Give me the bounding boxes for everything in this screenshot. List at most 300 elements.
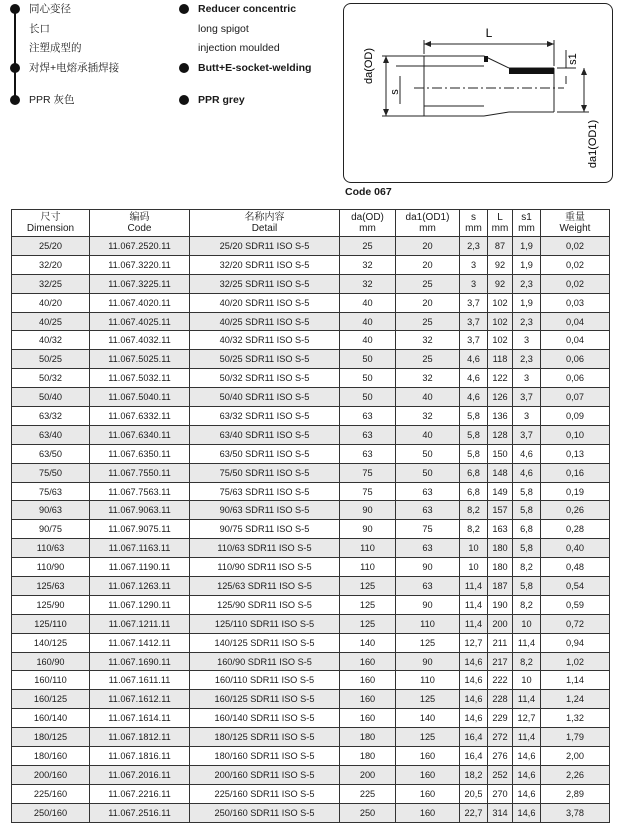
- table-cell: 11.067.1163.11: [90, 539, 190, 558]
- table-cell: 160: [396, 765, 460, 784]
- table-cell: 11.067.6332.11: [90, 407, 190, 426]
- table-row: [12, 614, 610, 633]
- column-header: [396, 210, 460, 237]
- header-line-1: L: [497, 212, 503, 223]
- reducer-drawing-svg: [344, 4, 611, 181]
- table-cell: 0,06: [541, 369, 610, 388]
- table-cell: 0,94: [541, 633, 610, 652]
- product-code-label: Code 067: [345, 186, 392, 198]
- table-cell: 180: [340, 747, 396, 766]
- table-cell: 11.067.1412.11: [90, 633, 190, 652]
- table-cell: 40/25 SDR11 ISO S-5: [190, 312, 340, 331]
- table-cell: 8,2: [513, 558, 541, 577]
- table-cell: 8,2: [513, 652, 541, 671]
- table-cell: 32/20 SDR11 ISO S-5: [190, 255, 340, 274]
- table-cell: 11.067.7550.11: [90, 463, 190, 482]
- table-cell: 0,48: [541, 558, 610, 577]
- feature-text: PPR grey: [198, 94, 245, 106]
- table-cell: 160: [396, 747, 460, 766]
- table-row: [12, 350, 610, 369]
- table-cell: 11,4: [460, 595, 488, 614]
- table-cell: 90: [396, 652, 460, 671]
- table-cell: 11.067.6340.11: [90, 425, 190, 444]
- table-cell: 0,54: [541, 577, 610, 596]
- table-cell: 160: [396, 784, 460, 803]
- table-cell: 11.067.5032.11: [90, 369, 190, 388]
- table-cell: 1,14: [541, 671, 610, 690]
- table-cell: 11.067.2016.11: [90, 765, 190, 784]
- table-cell: 20: [396, 293, 460, 312]
- header-line-2: mm: [518, 223, 535, 234]
- table-cell: 150: [488, 444, 513, 463]
- table-cell: 32: [396, 369, 460, 388]
- table-row: [12, 331, 610, 350]
- table-cell: 148: [488, 463, 513, 482]
- table-cell: 11,4: [460, 577, 488, 596]
- table-cell: 118: [488, 350, 513, 369]
- table-cell: 20,5: [460, 784, 488, 803]
- table-cell: 211: [488, 633, 513, 652]
- table-cell: 16,4: [460, 747, 488, 766]
- table-cell: 140: [396, 709, 460, 728]
- da1-od1-label: da1(OD1): [587, 119, 599, 169]
- table-cell: 14,6: [460, 671, 488, 690]
- table-row: [12, 274, 610, 293]
- table-cell: 50/40 SDR11 ISO S-5: [190, 388, 340, 407]
- table-cell: 2,3: [460, 237, 488, 256]
- table-cell: 160: [340, 690, 396, 709]
- table-cell: 40: [396, 388, 460, 407]
- table-cell: 187: [488, 577, 513, 596]
- table-cell: 50/25: [12, 350, 90, 369]
- table-cell: 122: [488, 369, 513, 388]
- table-cell: 12,7: [513, 709, 541, 728]
- table-cell: 90/63 SDR11 ISO S-5: [190, 501, 340, 520]
- header-line-2: mm: [465, 223, 482, 234]
- table-cell: 0,19: [541, 482, 610, 501]
- table-cell: 180/125: [12, 728, 90, 747]
- table-cell: 11.067.1211.11: [90, 614, 190, 633]
- table-cell: 11.067.1263.11: [90, 577, 190, 596]
- da-od-label: da(OD): [363, 47, 375, 85]
- table-row: [12, 577, 610, 596]
- feature-list-cn: [10, 0, 170, 111]
- table-cell: 6,8: [460, 482, 488, 501]
- table-cell: 2,3: [513, 350, 541, 369]
- table-cell: 0,02: [541, 274, 610, 293]
- table-cell: 11.067.5040.11: [90, 388, 190, 407]
- bullet-icon: [179, 95, 189, 105]
- table-cell: 2,3: [513, 274, 541, 293]
- table-row: [12, 671, 610, 690]
- table-cell: 5,8: [460, 407, 488, 426]
- table-cell: 14,6: [513, 784, 541, 803]
- table-cell: 11.067.9075.11: [90, 520, 190, 539]
- column-header: [460, 210, 488, 237]
- table-cell: 217: [488, 652, 513, 671]
- table-cell: 32/25 SDR11 ISO S-5: [190, 274, 340, 293]
- table-cell: 63: [396, 577, 460, 596]
- feature-text: long spigot: [198, 22, 249, 35]
- table-cell: 8,2: [460, 520, 488, 539]
- table-row: [12, 369, 610, 388]
- table-cell: 160/90 SDR11 ISO S-5: [190, 652, 340, 671]
- table-cell: 50: [396, 444, 460, 463]
- table-cell: 225: [340, 784, 396, 803]
- table-cell: 32/20: [12, 255, 90, 274]
- header-line-2: mm: [491, 223, 509, 234]
- table-cell: 11,4: [460, 614, 488, 633]
- table-cell: 11.067.1690.11: [90, 652, 190, 671]
- table-cell: 50/40: [12, 388, 90, 407]
- table-cell: 102: [488, 312, 513, 331]
- table-cell: 90/75 SDR11 ISO S-5: [190, 520, 340, 539]
- table-cell: 63/32 SDR11 ISO S-5: [190, 407, 340, 426]
- table-cell: 92: [488, 274, 513, 293]
- table-row: [12, 388, 610, 407]
- table-cell: 0,09: [541, 407, 610, 426]
- table-cell: 200: [488, 614, 513, 633]
- table-cell: 8,2: [513, 595, 541, 614]
- table-cell: 3,7: [460, 312, 488, 331]
- table-cell: 160/125 SDR11 ISO S-5: [190, 690, 340, 709]
- table-cell: 160/110: [12, 671, 90, 690]
- table-cell: 63: [396, 482, 460, 501]
- header-line-2: Dimension: [26, 223, 75, 234]
- feature-text: 注塑成型的: [29, 42, 82, 54]
- table-cell: 160/140 SDR11 ISO S-5: [190, 709, 340, 728]
- feature-item: [10, 39, 170, 59]
- table-row: [12, 255, 610, 274]
- table-cell: 110: [396, 614, 460, 633]
- table-row: [12, 690, 610, 709]
- table-cell: 63/32: [12, 407, 90, 426]
- table-cell: 14,6: [513, 803, 541, 822]
- table-cell: 250/160: [12, 803, 90, 822]
- table-cell: 3: [513, 369, 541, 388]
- table-cell: 110/90: [12, 558, 90, 577]
- table-cell: 11.067.3220.11: [90, 255, 190, 274]
- reducer-diagram: [343, 3, 613, 183]
- table-cell: 87: [488, 237, 513, 256]
- table-cell: 125: [396, 633, 460, 652]
- table-cell: 180: [340, 728, 396, 747]
- table-cell: 110/63: [12, 539, 90, 558]
- table-cell: 50: [340, 388, 396, 407]
- table-cell: 40/20: [12, 293, 90, 312]
- feature-item: [10, 20, 170, 40]
- table-cell: 0,04: [541, 331, 610, 350]
- table-cell: 2,00: [541, 747, 610, 766]
- table-cell: 180: [488, 558, 513, 577]
- table-cell: 190: [488, 595, 513, 614]
- table-cell: 1,9: [513, 255, 541, 274]
- table-cell: 40/25: [12, 312, 90, 331]
- table-cell: 160/110 SDR11 ISO S-5: [190, 671, 340, 690]
- table-cell: 250/160 SDR11 ISO S-5: [190, 803, 340, 822]
- table-cell: 63: [396, 501, 460, 520]
- table-cell: 125: [340, 614, 396, 633]
- spigot-wall: [509, 68, 554, 74]
- table-cell: 90: [396, 558, 460, 577]
- table-cell: 14,6: [513, 747, 541, 766]
- table-cell: 11.067.4032.11: [90, 331, 190, 350]
- header-line-1: s1: [521, 212, 532, 223]
- table-cell: 0,16: [541, 463, 610, 482]
- column-header: [340, 210, 396, 237]
- table-cell: 3,7: [513, 425, 541, 444]
- table-cell: 32: [340, 274, 396, 293]
- table-cell: 63/40 SDR11 ISO S-5: [190, 425, 340, 444]
- column-header: [541, 210, 610, 237]
- column-header: [190, 210, 340, 237]
- table-cell: 25/20: [12, 237, 90, 256]
- table-cell: 5,8: [513, 482, 541, 501]
- table-cell: 0,28: [541, 520, 610, 539]
- table-row: [12, 520, 610, 539]
- table-cell: 63: [396, 539, 460, 558]
- table-cell: 90/63: [12, 501, 90, 520]
- s-label: s: [389, 89, 401, 95]
- table-row: [12, 803, 610, 822]
- table-row: [12, 765, 610, 784]
- table-cell: 149: [488, 482, 513, 501]
- table-cell: 200/160 SDR11 ISO S-5: [190, 765, 340, 784]
- table-cell: 11.067.2516.11: [90, 803, 190, 822]
- feature-list-en: [179, 0, 339, 111]
- feature-text: 对焊+电熔承插焊接: [29, 61, 120, 74]
- table-cell: 0,02: [541, 255, 610, 274]
- table-cell: 4,6: [513, 463, 541, 482]
- table-row: [12, 539, 610, 558]
- table-cell: 180/125 SDR11 ISO S-5: [190, 728, 340, 747]
- table-cell: 14,6: [460, 652, 488, 671]
- table-cell: 11.067.1611.11: [90, 671, 190, 690]
- table-cell: 90: [340, 501, 396, 520]
- table-cell: 180/160: [12, 747, 90, 766]
- table-cell: 140: [340, 633, 396, 652]
- table-cell: 63: [340, 444, 396, 463]
- header-line-1: 尺寸: [40, 212, 61, 223]
- table-row: [12, 425, 610, 444]
- table-cell: 136: [488, 407, 513, 426]
- table-cell: 14,6: [460, 709, 488, 728]
- table-cell: 1,79: [541, 728, 610, 747]
- table-cell: 12,7: [460, 633, 488, 652]
- column-header: [12, 210, 90, 237]
- table-cell: 225/160: [12, 784, 90, 803]
- s1-label: s1: [567, 53, 579, 65]
- table-cell: 0,04: [541, 312, 610, 331]
- table-cell: 0,06: [541, 350, 610, 369]
- table-row: [12, 312, 610, 331]
- table-row: [12, 747, 610, 766]
- feature-item: [179, 59, 339, 79]
- table-cell: 0,03: [541, 293, 610, 312]
- table-cell: 0,40: [541, 539, 610, 558]
- table-cell: 40/32 SDR11 ISO S-5: [190, 331, 340, 350]
- table-cell: 200: [340, 765, 396, 784]
- table-cell: 5,8: [460, 444, 488, 463]
- table-cell: 11.067.1612.11: [90, 690, 190, 709]
- table-cell: 125/110: [12, 614, 90, 633]
- table-cell: 160: [340, 652, 396, 671]
- table-cell: 75/63 SDR11 ISO S-5: [190, 482, 340, 501]
- table-cell: 50/32: [12, 369, 90, 388]
- column-header: [513, 210, 541, 237]
- table-cell: 4,6: [460, 350, 488, 369]
- table-cell: 11.067.1812.11: [90, 728, 190, 747]
- table-cell: 11.067.4020.11: [90, 293, 190, 312]
- table-cell: 252: [488, 765, 513, 784]
- table-cell: 14,6: [513, 765, 541, 784]
- table-cell: 110/63 SDR11 ISO S-5: [190, 539, 340, 558]
- table-cell: 50: [340, 350, 396, 369]
- table-cell: 40: [340, 312, 396, 331]
- table-cell: 63: [340, 425, 396, 444]
- bullet-icon: [179, 63, 189, 73]
- table-cell: 11.067.1190.11: [90, 558, 190, 577]
- table-row: [12, 558, 610, 577]
- table-cell: 90: [340, 520, 396, 539]
- header-line-1: 重量: [565, 212, 585, 223]
- table-cell: 11,4: [513, 728, 541, 747]
- table-cell: 0,59: [541, 595, 610, 614]
- table-cell: 5,8: [460, 425, 488, 444]
- table-cell: 2,26: [541, 765, 610, 784]
- connector-line: [14, 13, 16, 70]
- table-cell: 1,24: [541, 690, 610, 709]
- column-header: [90, 210, 190, 237]
- table-cell: 8,2: [460, 501, 488, 520]
- header-line-1: 编码: [129, 212, 150, 223]
- table-cell: 125/63 SDR11 ISO S-5: [190, 577, 340, 596]
- table-cell: 90: [396, 595, 460, 614]
- table-cell: 40/32: [12, 331, 90, 350]
- table-cell: 14,6: [460, 690, 488, 709]
- table-cell: 40: [396, 425, 460, 444]
- table-row: [12, 482, 610, 501]
- table-cell: 3: [513, 331, 541, 350]
- table-cell: 63/50: [12, 444, 90, 463]
- table-row: [12, 784, 610, 803]
- table-row: [12, 501, 610, 520]
- table-cell: 3: [460, 255, 488, 274]
- table-cell: 40: [340, 293, 396, 312]
- table-cell: 11.067.6350.11: [90, 444, 190, 463]
- table-cell: 160: [340, 671, 396, 690]
- feature-text: 同心变径: [29, 3, 71, 15]
- table-cell: 32/25: [12, 274, 90, 293]
- table-row: [12, 237, 610, 256]
- column-header: [488, 210, 513, 237]
- table-cell: 3,78: [541, 803, 610, 822]
- table-cell: 128: [488, 425, 513, 444]
- header-line-2: mm: [419, 223, 436, 234]
- table-cell: 160/140: [12, 709, 90, 728]
- table-cell: 0,13: [541, 444, 610, 463]
- bullet-icon: [179, 4, 189, 14]
- table-cell: 140/125: [12, 633, 90, 652]
- table-cell: 126: [488, 388, 513, 407]
- feature-item: [179, 0, 339, 20]
- table-cell: 125/63: [12, 577, 90, 596]
- table-cell: 1,02: [541, 652, 610, 671]
- table-cell: 11.067.2520.11: [90, 237, 190, 256]
- table-body: [12, 237, 610, 823]
- feature-text: 长口: [29, 22, 50, 35]
- table-cell: 160: [340, 709, 396, 728]
- table-cell: 102: [488, 331, 513, 350]
- table-row: [12, 633, 610, 652]
- table-cell: 0,10: [541, 425, 610, 444]
- table-cell: 10: [513, 671, 541, 690]
- table-cell: 50/32 SDR11 ISO S-5: [190, 369, 340, 388]
- header-line-2: Weight: [559, 223, 591, 234]
- header-line-1: 名称内容: [244, 212, 285, 223]
- table-cell: 90/75: [12, 520, 90, 539]
- table-cell: 25: [396, 350, 460, 369]
- table-cell: 22,7: [460, 803, 488, 822]
- table-cell: 276: [488, 747, 513, 766]
- table-cell: 63/40: [12, 425, 90, 444]
- table-cell: 125: [396, 728, 460, 747]
- header-line-1: da(OD): [351, 212, 384, 223]
- table-header-row: [12, 210, 610, 237]
- table-cell: 5,8: [513, 539, 541, 558]
- table-cell: 50: [396, 463, 460, 482]
- table-row: [12, 652, 610, 671]
- feature-text: injection moulded: [198, 42, 280, 54]
- table-cell: 200/160: [12, 765, 90, 784]
- table-cell: 32: [396, 407, 460, 426]
- table-cell: 140/125 SDR11 ISO S-5: [190, 633, 340, 652]
- table-cell: 102: [488, 293, 513, 312]
- table-cell: 125: [340, 577, 396, 596]
- connector-line: [14, 72, 16, 98]
- feature-item: [10, 59, 170, 79]
- table-cell: 125/90: [12, 595, 90, 614]
- table-cell: 11.067.9063.11: [90, 501, 190, 520]
- table-cell: 1,9: [513, 293, 541, 312]
- table-cell: 10: [513, 614, 541, 633]
- feature-item: [10, 91, 170, 111]
- table-cell: 75: [340, 482, 396, 501]
- table-cell: 11.067.1614.11: [90, 709, 190, 728]
- header-line-1: s: [471, 212, 476, 223]
- table-cell: 5,8: [513, 577, 541, 596]
- table-cell: 160: [396, 803, 460, 822]
- feature-item: [10, 0, 170, 20]
- feature-text: Reducer concentric: [198, 3, 297, 15]
- table-cell: 20: [396, 237, 460, 256]
- table-cell: 3: [460, 274, 488, 293]
- table-cell: 2,3: [513, 312, 541, 331]
- table-cell: 225/160 SDR11 ISO S-5: [190, 784, 340, 803]
- length-label: L: [485, 26, 493, 40]
- table-cell: 75/50: [12, 463, 90, 482]
- table-cell: 75: [340, 463, 396, 482]
- table-cell: 160/90: [12, 652, 90, 671]
- table-cell: 25: [396, 274, 460, 293]
- table-cell: 125/90 SDR11 ISO S-5: [190, 595, 340, 614]
- table-cell: 125: [340, 595, 396, 614]
- table-cell: 11,4: [513, 633, 541, 652]
- table-cell: 180: [488, 539, 513, 558]
- table-cell: 11.067.5025.11: [90, 350, 190, 369]
- table-cell: 160/125: [12, 690, 90, 709]
- feature-text: PPR 灰色: [29, 94, 75, 106]
